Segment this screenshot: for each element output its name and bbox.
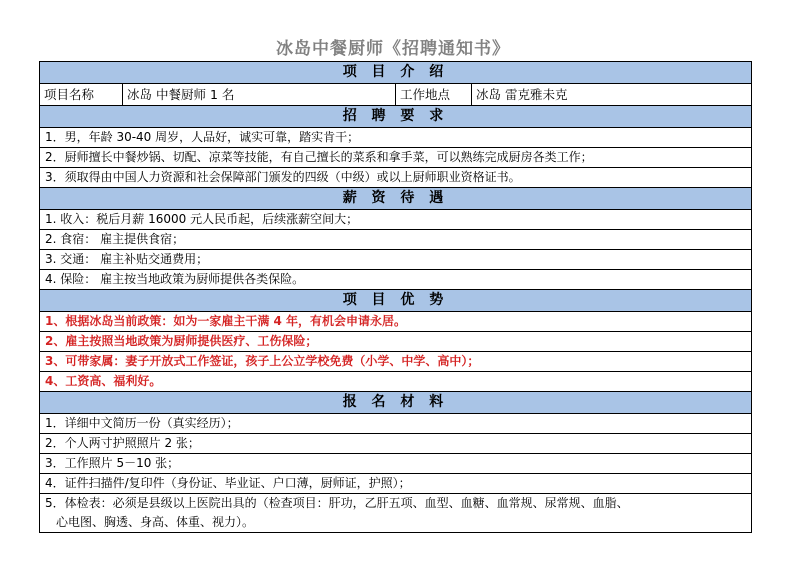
location-value: 冰岛 雷克雅未克 <box>476 87 568 102</box>
section-header-advantages: 项 目 优 势 <box>40 289 751 311</box>
salary-item: 4. 保险： 雇主按当地政策为厨师提供各类保险。 <box>40 269 751 289</box>
material-item: 5．体检表：必须是县级以上医院出具的（检查项目：肝功，乙肝五项、血型、血糖、血常规、尿常规、血脂、 <box>40 493 751 513</box>
requirement-item: 3．须取得由中国人力资源和社会保障部门颁发的四级（中级）或以上厨师职业资格证书。 <box>40 167 751 187</box>
text-cursor <box>751 216 752 231</box>
project-info-row <box>40 83 751 105</box>
section-header-intro: 项 目 介 绍 <box>40 61 751 83</box>
material-item: 3．工作照片 5－10 张； <box>40 453 751 473</box>
location-label: 工作地点 <box>396 84 472 105</box>
recruitment-table <box>39 61 752 533</box>
section-header-materials: 报 名 材 料 <box>40 391 751 413</box>
salary-item: 1. 收入：税后月薪 16000 元人民币起，后续涨薪空间大； <box>40 209 751 229</box>
material-item: 2．个人两寸护照照片 2 张； <box>40 433 751 453</box>
salary-item: 3. 交通： 雇主补贴交通费用； <box>40 249 751 269</box>
material-item: 1．详细中文简历一份（真实经历）； <box>40 413 751 433</box>
advantage-item: 4、工资高、福利好。 <box>40 371 751 391</box>
advantage-item: 3、可带家属：妻子开放式工作签证，孩子上公立学校免费（小学、中学、高中）； <box>40 351 751 371</box>
salary-item: 2. 食宿： 雇主提供食宿； <box>40 229 751 249</box>
section-header-salary: 薪 资 待 遇 <box>40 187 751 209</box>
advantage-item: 2、雇主按照当地政策为厨师提供医疗、工伤保险； <box>40 331 751 351</box>
requirement-item: 1．男，年龄 30-40 周岁，人品好，诚实可靠，踏实肯干； <box>40 127 751 147</box>
section-header-requirements: 招 聘 要 求 <box>40 105 751 127</box>
document-title: 冰岛中餐厨师《招聘通知书》 <box>276 39 510 59</box>
requirement-item: 2．厨师擅长中餐炒锅、切配、凉菜等技能，有自己擅长的菜系和拿手菜，可以熟练完成厨房各类工作； <box>40 147 751 167</box>
item-name-label: 项目名称 <box>40 84 123 105</box>
material-item-continuation: 心电图、胸透、身高、体重、视力）。 <box>56 515 255 529</box>
material-item: 4．证件扫描件/复印件（身份证、毕业证、户口薄，厨师证，护照）； <box>40 473 751 493</box>
advantage-item: 1、根据冰岛当前政策：如为一家雇主干满 4 年，有机会申请永居。 <box>40 311 751 331</box>
item-name-value: 冰岛 中餐厨师 1 名 <box>123 84 396 105</box>
